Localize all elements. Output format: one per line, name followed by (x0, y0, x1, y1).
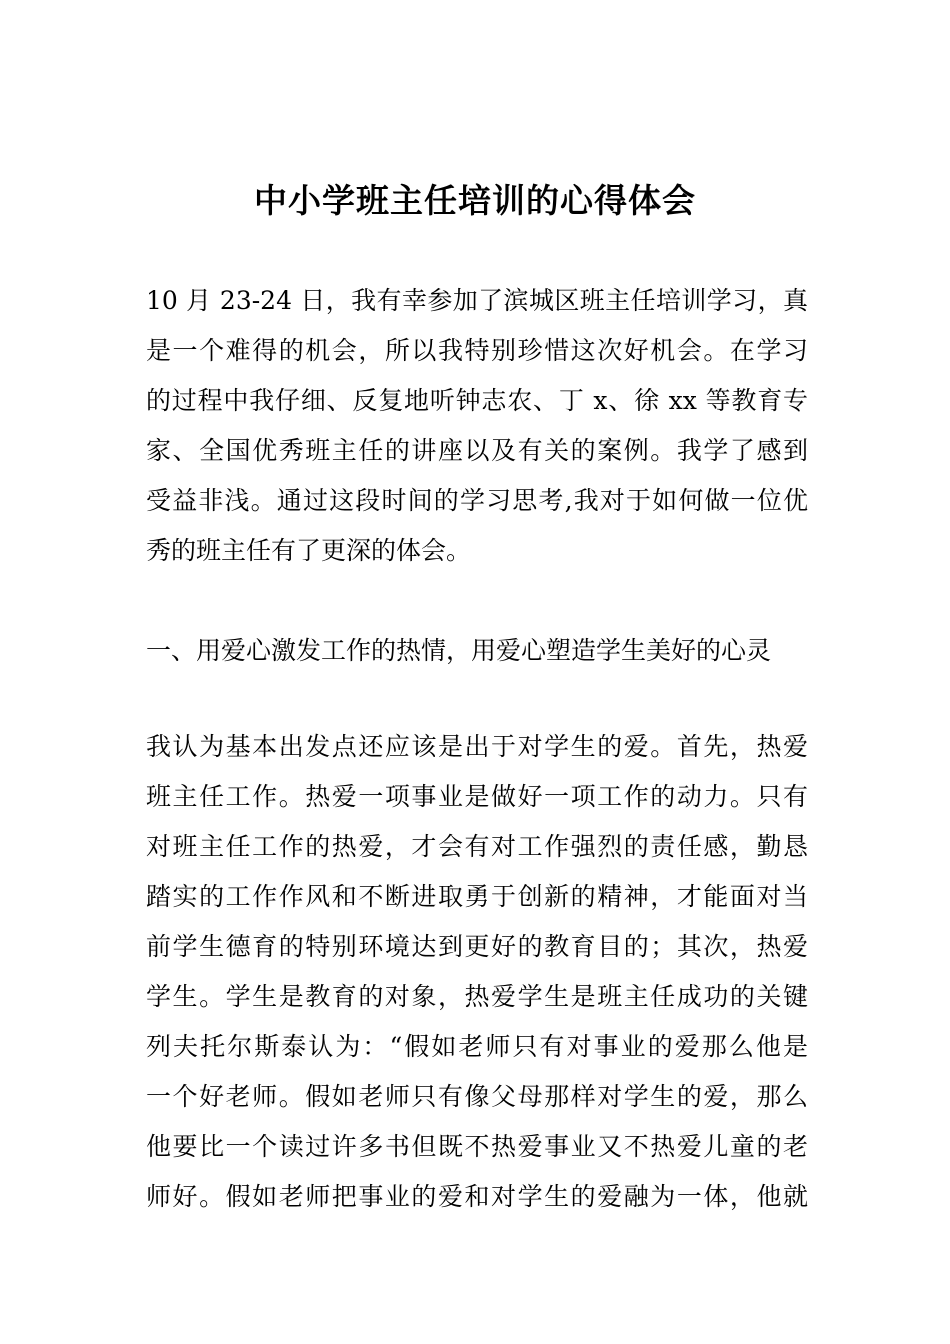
text-line: 师好。假如老师把事业的爱和对学生的爱融为一体，他就 (146, 1182, 808, 1211)
text-line: 的过程中我仔细、反复地听钟志农、丁 x、徐 xx 等教育专 (146, 386, 808, 415)
text-line: 列夫托尔斯泰认为：“假如老师只有对事业的爱那么他是 (146, 1032, 808, 1061)
text-line: 是一个难得的机会，所以我特别珍惜这次好机会。在学习 (146, 336, 808, 365)
text-line: 前学生德育的特别环境达到更好的教育目的；其次，热爱 (146, 932, 808, 961)
text-line: 我认为基本出发点还应该是出于对学生的爱。首先，热爱 (146, 732, 808, 761)
text-line: 家、全国优秀班主任的讲座以及有关的案例。我学了感到 (146, 436, 808, 465)
text-line: 10 月 23-24 日，我有幸参加了滨城区班主任培训学习，真 (146, 286, 808, 315)
intro-paragraph (146, 276, 808, 576)
text-line: 他要比一个读过许多书但既不热爱事业又不热爱儿童的老 (146, 1132, 808, 1161)
text-line: 秀的班主任有了更深的体会。 (146, 536, 472, 565)
text-line: 踏实的工作作风和不断进取勇于创新的精神，才能面对当 (146, 882, 808, 911)
section-heading-text: 一、用爱心激发工作的热情，用爱心塑造学生美好的心灵 (146, 636, 772, 665)
document-title: 中小学班主任培训的心得体会 (254, 181, 696, 220)
text-line: 学生。学生是教育的对象，热爱学生是班主任成功的关键 (146, 982, 808, 1011)
section-paragraph (146, 722, 808, 1222)
section-heading (146, 626, 808, 676)
text-line: 一个好老师。假如老师只有像父母那样对学生的爱，那么 (146, 1082, 808, 1111)
text-line: 对班主任工作的热爱，才会有对工作强烈的责任感，勤恳 (146, 832, 808, 861)
text-line: 班主任工作。热爱一项事业是做好一项工作的动力。只有 (146, 782, 808, 811)
text-line: 受益非浅。通过这段时间的学习思考,我对于如何做一位优 (146, 486, 808, 515)
